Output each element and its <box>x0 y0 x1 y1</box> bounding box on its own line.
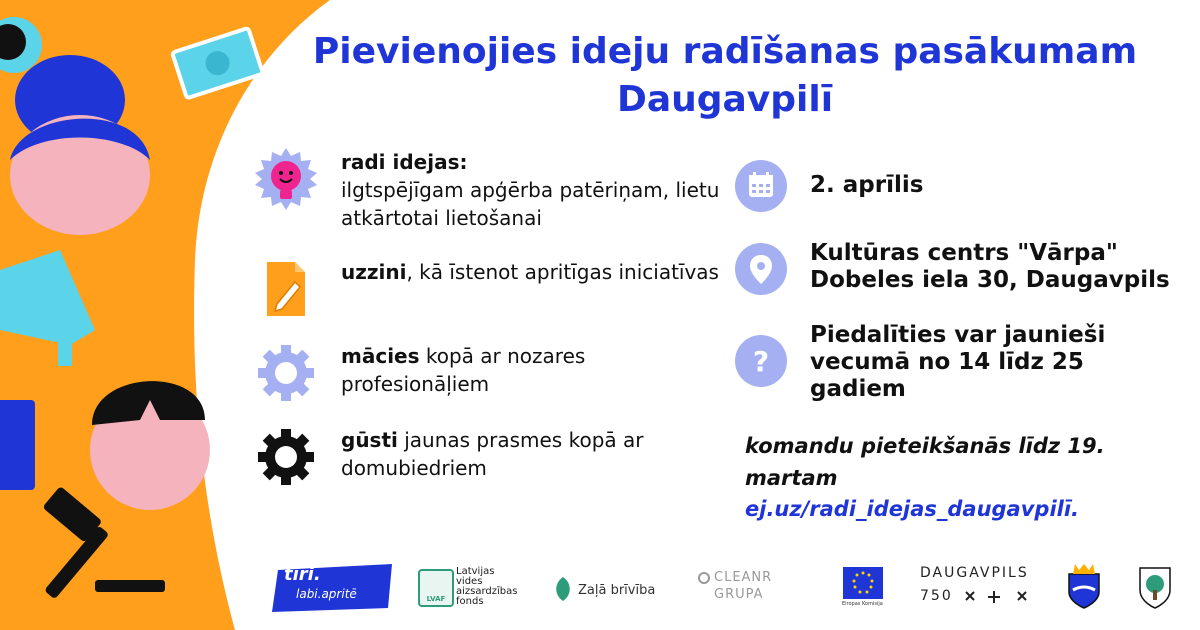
registration-deadline: komandu pieteikšanās līdz 19. martam <box>745 434 1105 490</box>
logo-tiri-line-2: labi.apritē <box>296 587 357 601</box>
activity-bold: radi idejas: <box>341 150 468 174</box>
leaf-icon <box>552 575 574 603</box>
lvaf-emblem <box>418 569 454 607</box>
lvaf-line-1: Latvijas <box>456 566 495 577</box>
decorative-crosses-icon <box>962 589 1042 605</box>
logo-european-commission <box>828 555 898 617</box>
logo-daugavpils-750 <box>920 555 1050 617</box>
lvaf-line-2: vides <box>456 576 483 587</box>
eligibility-line-3: gadiem <box>810 376 906 402</box>
venue-line-1: Kultūras centrs "Vārpa" <box>810 240 1118 266</box>
registration-link[interactable]: ej.uz/radi_idejas_daugavpilī. <box>745 497 1080 521</box>
cleanr-line-2: GRUPA <box>714 587 764 602</box>
activity-bold: gūsti <box>341 428 398 452</box>
activity-bold: mācies <box>341 344 420 368</box>
logo-cleanr <box>698 555 788 617</box>
activity-bold: uzzini <box>341 260 407 284</box>
location-pin-icon <box>735 243 787 295</box>
lvaf-line-4: fonds <box>456 596 484 607</box>
logo-zala-briviba <box>552 555 662 617</box>
gear-icon <box>255 342 317 404</box>
logo-tiri-labi-aprite <box>270 555 400 617</box>
daugavpils-coat-of-arms-icon <box>1065 555 1103 617</box>
partner-logos <box>270 555 1190 620</box>
lightbulb-icon <box>255 148 317 210</box>
svg-text:?: ? <box>752 345 770 378</box>
cleanr-circle-icon <box>698 572 710 584</box>
activity-rest: kopā ar nozares profesionāļiem <box>341 344 586 396</box>
lvaf-badge: LVAF <box>426 595 446 603</box>
daugavpils-line-2: 750 <box>920 588 953 604</box>
activity-text <box>341 426 721 482</box>
eligibility-text <box>810 322 1190 403</box>
municipality-coat-of-arms-icon <box>1136 555 1174 617</box>
activity-text <box>341 342 721 398</box>
title-line-2: Daugavpilī <box>616 79 834 120</box>
zala-text: Zaļā brīvība <box>578 583 656 598</box>
activity-text <box>341 258 721 286</box>
daugavpils-line-1: DAUGAVPILS <box>920 565 1029 581</box>
logo-lvaf <box>418 555 538 617</box>
eu-flag-icon <box>843 567 883 599</box>
document-pencil-icon <box>255 258 317 320</box>
logo-tiri-line-1: tīri. <box>284 564 321 585</box>
eligibility-line-2: vecumā no 14 līdz 25 <box>810 349 1084 375</box>
eu-caption: Eiropas Komisija <box>842 601 883 607</box>
cleanr-line-1: CLEANR <box>714 570 773 585</box>
eligibility-line-1: Piedalīties var jaunieši <box>810 322 1106 348</box>
activity-text <box>341 148 721 232</box>
activity-rest: jaunas prasmes kopā ar domubiedriem <box>341 428 644 480</box>
person-head-icon <box>90 381 210 510</box>
event-date: 2. aprīlis <box>810 172 924 198</box>
page-title <box>300 28 1150 124</box>
venue-line-2: Dobeles iela 30, Daugavpils <box>810 267 1170 293</box>
venue-text <box>810 240 1190 294</box>
gear-icon <box>255 426 317 488</box>
activity-rest: ilgtspējīgam apģērba patēriņam, lietu atkārtotai lietošanai <box>341 178 720 230</box>
calendar-icon <box>735 160 787 212</box>
lvaf-line-3: aizsardzības <box>456 586 518 597</box>
title-line-1: Pievienojies ideju radīšanas pasākumam <box>312 31 1138 72</box>
question-icon <box>735 335 787 387</box>
activity-rest: , kā īstenot apritīgas iniciatīvas <box>406 260 719 284</box>
book-icon <box>0 400 35 490</box>
